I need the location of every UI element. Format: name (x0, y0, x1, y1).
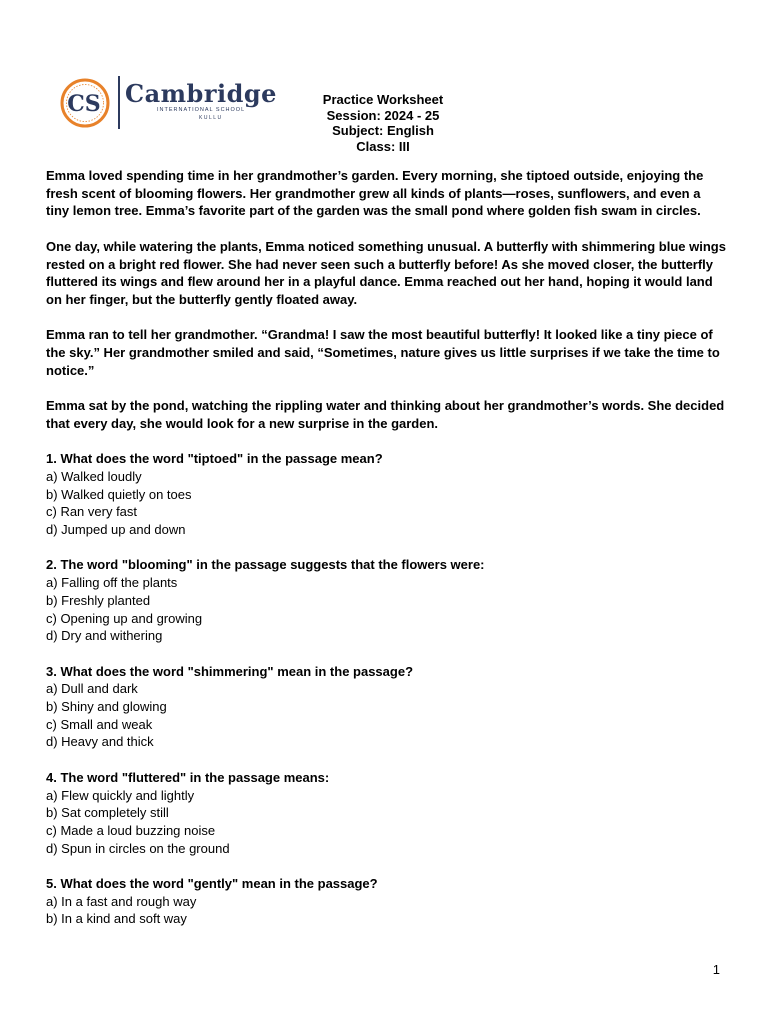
question-text: 4. The word "fluttered" in the passage means: (46, 769, 330, 785)
worksheet-session: Session: 2024 - 25 (326, 107, 440, 123)
question-item (46, 450, 726, 539)
school-emblem-icon (60, 78, 110, 128)
worksheet-subject: Subject: English (332, 123, 434, 138)
answer-option: d) Dry and withering (46, 628, 163, 644)
worksheet-content (46, 167, 726, 946)
answer-option: d) Heavy and thick (46, 734, 154, 750)
emblem-letters: CS (67, 91, 101, 117)
answer-option: d) Spun in circles on the ground (46, 840, 230, 856)
answer-option: b) Freshly planted (46, 592, 151, 608)
answer-option: a) Dull and dark (46, 681, 138, 697)
passage-paragraph: Emma sat by the pond, watching the rippling water and thinking about her grandmother’s words. She decided that every day, she would look for a new surprise in the garden. (46, 398, 725, 431)
answer-option: c) Made a loud buzzing noise (46, 822, 216, 838)
answer-option: b) Walked quietly on toes (46, 486, 192, 502)
question-item (46, 663, 726, 752)
question-item (46, 769, 726, 858)
answer-option: b) Sat completely still (46, 805, 169, 821)
answer-option: c) Ran very fast (46, 504, 138, 520)
question-item (46, 556, 726, 645)
reading-passage (46, 167, 726, 433)
question-text: 5. What does the word "gently" mean in the passage? (46, 876, 378, 891)
worksheet-header (290, 92, 476, 154)
logo-school-name: Cambridge (125, 79, 277, 108)
answer-option: b) Shiny and glowing (46, 699, 167, 714)
answer-option: a) Walked loudly (46, 468, 142, 484)
question-item (46, 875, 726, 928)
answer-option: a) Falling off the plants (46, 575, 178, 591)
answer-option: a) In a fast and rough way (46, 893, 197, 909)
worksheet-title: Practice Worksheet (322, 92, 444, 107)
school-logo (60, 76, 277, 132)
question-text: 3. What does the word "shimmering" mean in the passage? (46, 663, 414, 679)
question-text: 2. The word "blooming" in the passage suggests that the flowers were: (46, 557, 485, 573)
logo-school-place: KULLU (199, 115, 223, 121)
answer-option: d) Jumped up and down (46, 522, 186, 537)
passage-paragraph: Emma ran to tell her grandmother. “Grandma! I saw the most beautiful butterfly! It looked like a tiny piece of the sky.” Her grandmother smiled and said, “Sometimes, nature gives us little surprises if we take the time to notice.” (46, 327, 720, 378)
worksheet-class: Class: III (356, 138, 410, 154)
answer-option: b) In a kind and soft way (46, 911, 187, 927)
passage-paragraph: Emma loved spending time in her grandmother’s garden. Every morning, she tiptoed outside, enjoying the fresh scent of blooming flowers. Her grandmother grew all kinds of plants—roses, sunflowers, and even a tiny lemon tree. Emma’s favorite part of the garden was the small pond where golden fish swam in circles. (46, 168, 704, 219)
passage-paragraph: One day, while watering the plants, Emma noticed something unusual. A butterfly with shimmering blue wings rested on a bright red flower. She had never seen such a butterfly before! As she moved closer, the butterfly fluttered its wings and flew around her in a playful dance. Emma reached out her hand, hoping it would land on her finger, but the butterfly gently floated away. (46, 238, 726, 307)
page-number: 1 (712, 962, 720, 977)
logo-divider (118, 76, 120, 129)
logo-school-type: INTERNATIONAL SCHOOL (157, 107, 246, 113)
question-text: 1. What does the word "tiptoed" in the passage mean? (46, 451, 383, 467)
question-list (46, 450, 726, 928)
answer-option: c) Opening up and growing (46, 610, 203, 626)
answer-option: a) Flew quickly and lightly (46, 787, 195, 803)
answer-option: c) Small and weak (46, 716, 153, 732)
